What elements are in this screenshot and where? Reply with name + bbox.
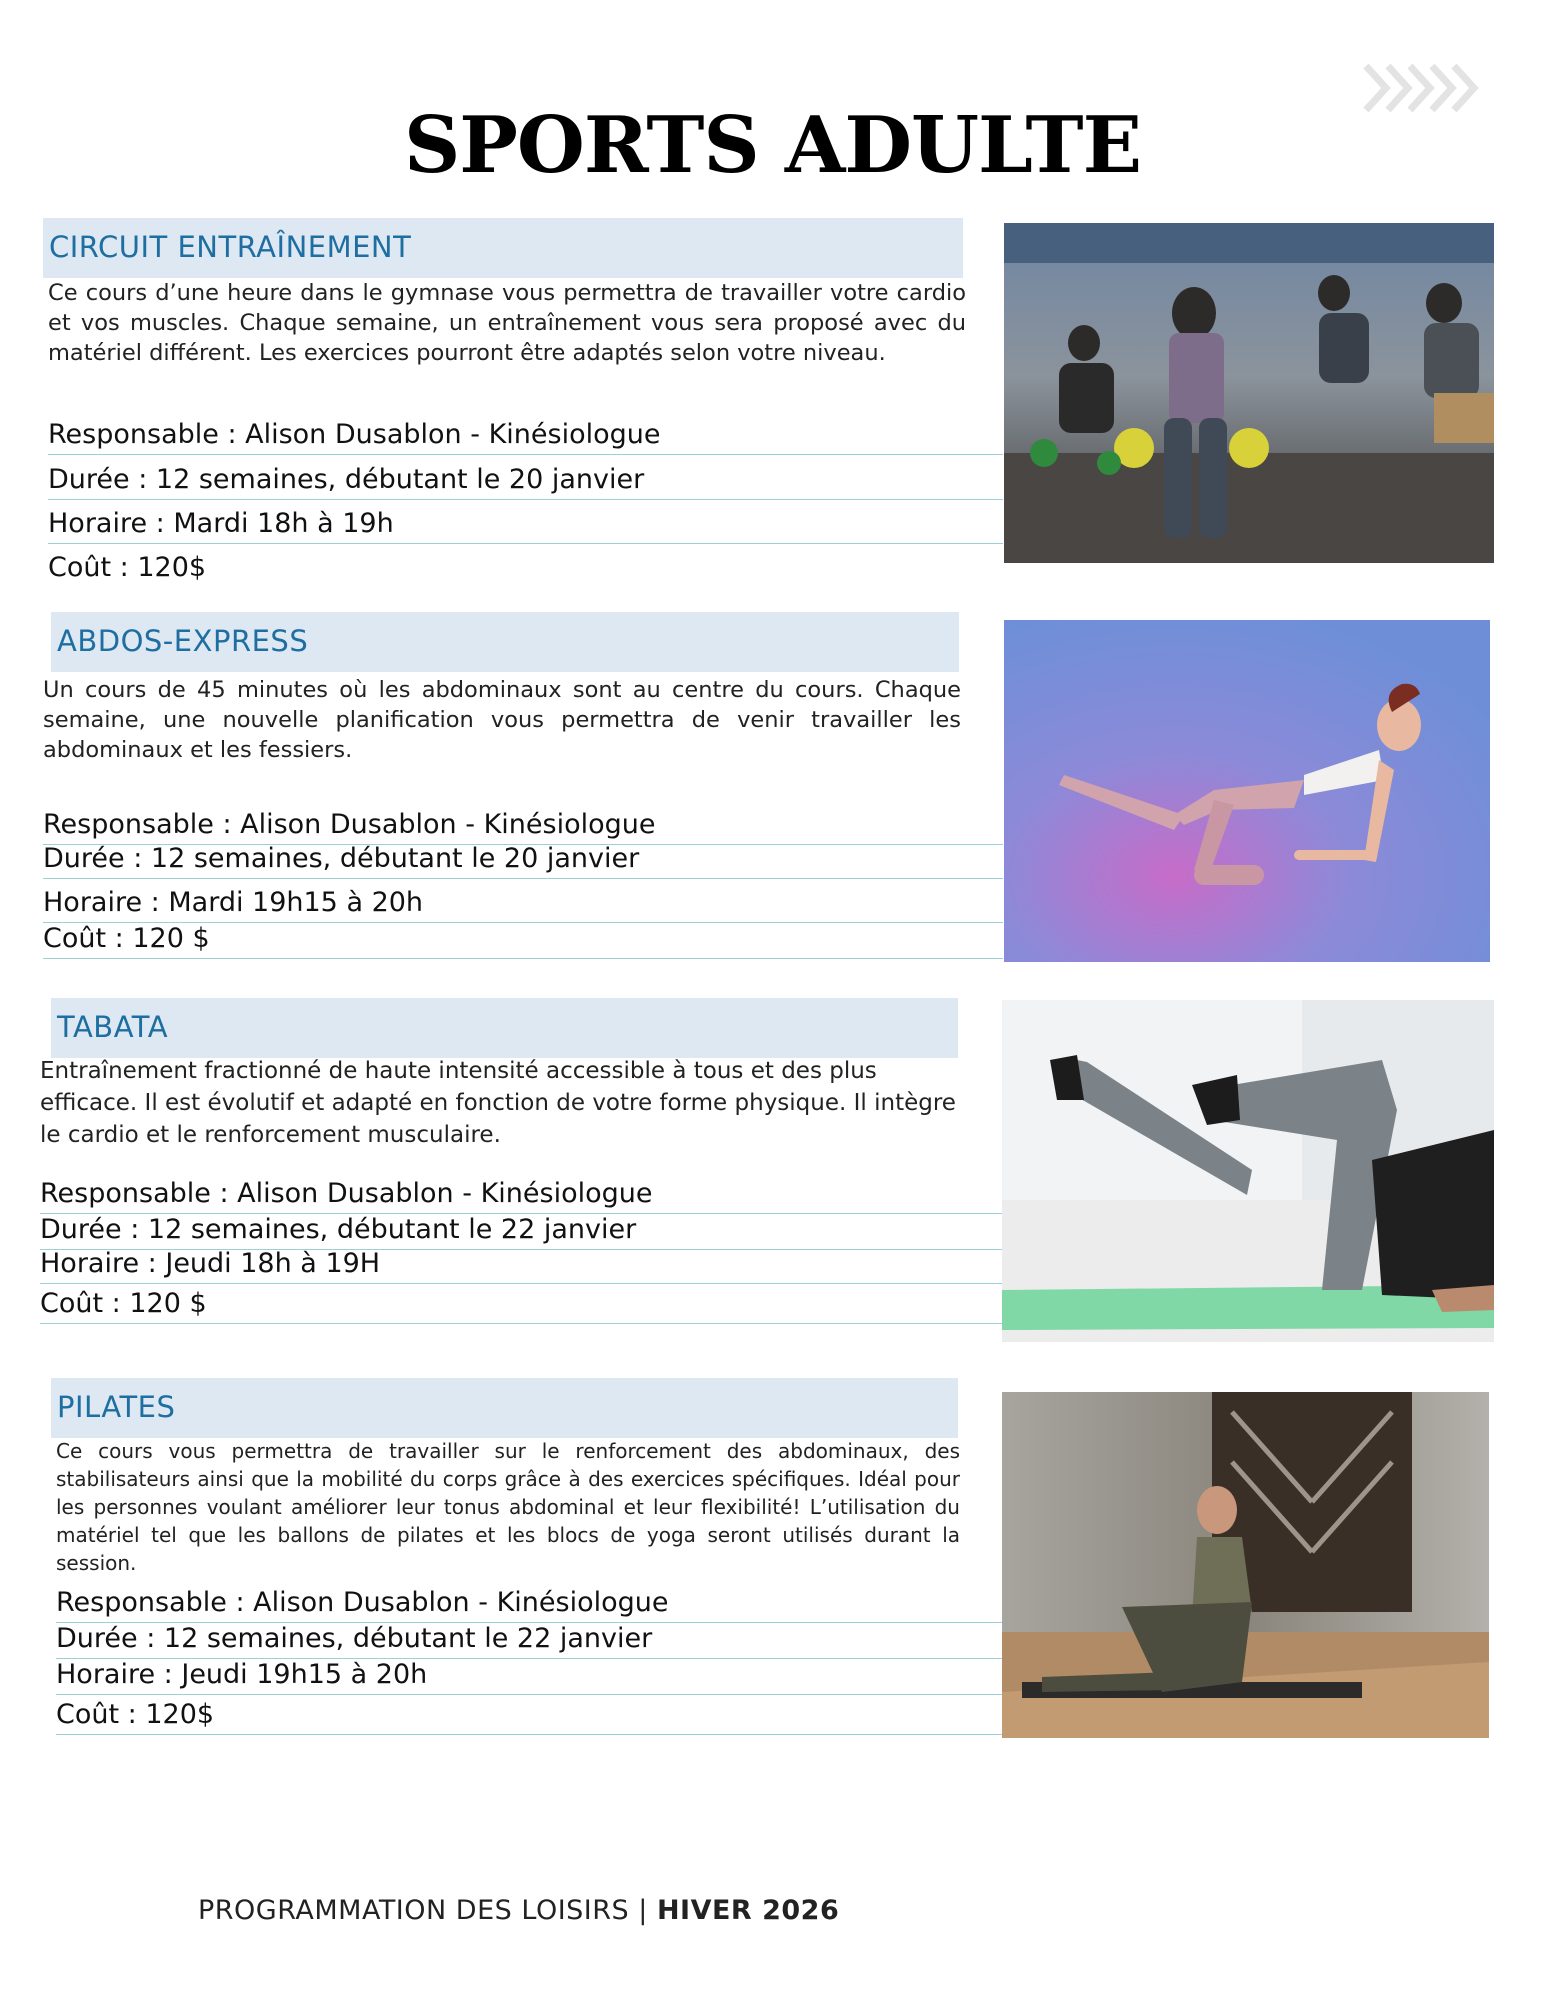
footer	[198, 1895, 839, 1926]
section-heading: CIRCUIT ENTRAÎNEMENT	[49, 230, 412, 264]
pilates-exercise-photo	[1002, 1392, 1489, 1738]
info-duree: Durée : 12 semaines, débutant le 22 janvier	[56, 1622, 1003, 1659]
info-responsable: Responsable : Alison Dusablon - Kinésiologue	[40, 1173, 1003, 1214]
info-cout: Coût : 120 $	[43, 914, 1003, 959]
section-description: Ce cours vous permettra de travailler sur le renforcement des abdominaux, des stabilisateurs ainsi que la mobilité du corps grâce à des exercices spécifiques. Idéal pour les personnes voulant améliorer leur tonus abdominal et leur flexibilité! L’utilisation du matériel tel que les ballons de pilates et les blocs de yoga seront utilisés durant la session.	[56, 1439, 960, 1575]
info-cout: Coût : 120$	[56, 1694, 1003, 1735]
info-duree: Durée : 12 semaines, débutant le 22 janvier	[40, 1213, 1003, 1250]
info-horaire: Horaire : Mardi 19h15 à 20h	[43, 878, 1003, 923]
info-duree: Durée : 12 semaines, débutant le 20 janvier	[43, 834, 1003, 879]
info-cout: Coût : 120$	[48, 552, 207, 583]
info-responsable: Responsable : Alison Dusablon - Kinésiologue	[48, 410, 1003, 455]
section-heading: TABATA	[57, 1010, 169, 1044]
section-heading: ABDOS-EXPRESS	[57, 624, 309, 658]
info-responsable: Responsable : Alison Dusablon - Kinésiologue	[43, 800, 1003, 845]
page-title: SPORTS ADULTE	[403, 100, 1142, 191]
info-responsable: Responsable : Alison Dusablon - Kinésiologue	[56, 1578, 1003, 1623]
info-duree: Durée : 12 semaines, débutant le 20 janvier	[48, 455, 1003, 500]
section-description: Entraînement fractionné de haute intensité accessible à tous et des plus efficace. Il est évolutif et adapté en fonction de votre forme physique. Il intègre le cardio et le renforcement musculaire.	[40, 1058, 956, 1148]
info-horaire: Horaire : Jeudi 18h à 19H	[40, 1249, 1003, 1284]
footer-season: HIVER 2026	[656, 1895, 840, 1926]
info-horaire: Horaire : Jeudi 19h15 à 20h	[56, 1658, 1003, 1695]
tabata-exercise-photo	[1002, 1000, 1494, 1342]
section-heading-bar	[51, 1378, 958, 1438]
section-heading-bar	[51, 612, 959, 672]
info-cout: Coût : 120 $	[40, 1283, 1003, 1324]
section-description: Un cours de 45 minutes où les abdominaux sont au centre du cours. Chaque semaine, une nouvelle planification vous permettra de venir travailler les abdominaux et les fessiers.	[43, 677, 961, 763]
section-description: Ce cours d’une heure dans le gymnase vous permettra de travailler votre cardio et vos muscles. Chaque semaine, un entraînement vous sera proposé avec du matériel différent. Les exercices pourront être adaptés selon votre niveau.	[48, 280, 966, 366]
footer-label: PROGRAMMATION DES LOISIRS |	[198, 1895, 657, 1926]
section-heading-bar	[43, 218, 963, 278]
section-heading: PILATES	[57, 1390, 176, 1424]
info-horaire: Horaire : Mardi 18h à 19h	[48, 499, 1003, 544]
circuit-training-photo	[1004, 223, 1494, 563]
abs-exercise-photo	[1004, 620, 1490, 962]
section-heading-bar	[51, 998, 958, 1058]
